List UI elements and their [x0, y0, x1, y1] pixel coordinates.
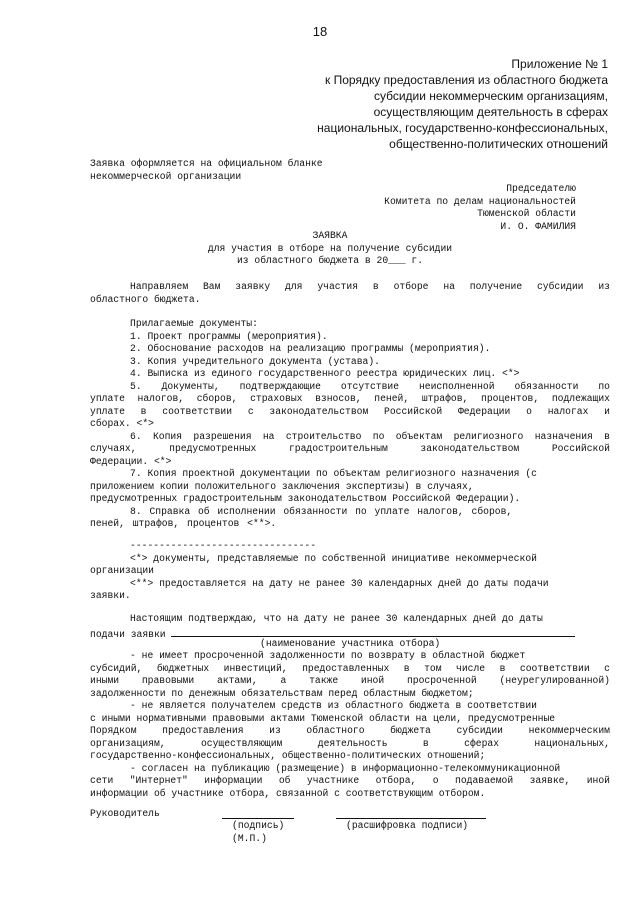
document-subtitle: из областного бюджета в 20___ г.: [236, 255, 424, 266]
doc-item: 5. Документы, подтверждающие отсутствие неисполненной обязанности по: [130, 380, 610, 392]
footnote: <**> предоставляется на дату не ранее 30 календарных дней до даты подачи: [130, 577, 549, 589]
doc-item: 1. Проект программы (мероприятия).: [130, 330, 328, 342]
decode-caption: (расшифровка подписи): [346, 820, 469, 831]
appendix-line: общественно-политических отношений: [389, 137, 608, 151]
conditions: - не имеет просроченной задолженности по возврату в областной бюджет субсидий, бюджетных инвестиций, предоставленных в том числе в соответствии с иными правовыми актами, а также иной просроченной (неурегулированной) задолженности по денежным обязательствам перед областным бюджетом; - не является получателем средств из областного бюджета в соответствии с иными нормативными правовыми актами Тюменской области на цели, предусмотренные Порядком предоставления из областного бюджета субсидии некоммерческим организациям, осуществляющим деятельность в сферах национальных, государственно-конфессиональных, общественно-политических отношений; - согласен на публикацию (размещение) в информационно-телекоммуникационной сети "Интернет" информации об участнике отбора, о подаваемой заявке, иной информации об участнике отбора, связанной с соответствующим отбором.: [90, 650, 610, 799]
condition-item: - не является получателем средств из областного бюджета в соответствии: [130, 700, 537, 711]
stamp-label: (М.П.): [232, 833, 267, 844]
page-number: 18: [312, 24, 328, 39]
appendix-title: Приложение № 1: [511, 57, 608, 71]
appendix-line: осуществляющим деятельность в сферах: [373, 105, 608, 119]
footnotes: -------------------------------- <*> документы, представляемые по собственной инициативе некоммерческой организации <**> предоставляется на дату не ранее 30 календарных дней до даты подачи заявки.: [90, 540, 610, 603]
attached-heading: Прилагаемые документы:: [130, 318, 258, 329]
doc-item: 8. Справка об исполнении обязанности по уплате налогов, сборов,: [130, 505, 513, 517]
doc-item: 4. Выписка из единого государственного реестра юридических лиц. <*>: [130, 368, 520, 379]
signature-line: [222, 818, 294, 819]
decode-line: [336, 818, 486, 819]
document-title: ЗАЯВКА: [312, 230, 348, 241]
confirmation: Настоящим подтверждаю, что на дату не ранее 30 календарных дней до даты подачи заявки (наименование участника отбора): [90, 613, 610, 651]
signature-caption: (подпись): [232, 820, 285, 831]
footnote: <*> документы, представляемые по собственной инициативе некоммерческой: [130, 552, 537, 564]
participant-name-blank: [171, 626, 575, 637]
condition-item: - не имеет просроченной задолженности по возврату в областной бюджет: [130, 650, 526, 661]
attached-documents: Прилагаемые документы: 1. Проект программы (мероприятия). 2. Обоснование расходов на реализацию программы (мероприятия). 3. Копия учредительного документа (устава). 4. Выписка из единого государственного реестра юридических лиц. <*> 5. Документы, подтверждающие отсутствие неисполненной обязанности по уплате налогов, сборов, страховых взносов, пеней, штрафов, процентов, подлежащих уплате в соответствии с законодательством Российской Федерации о налогах и сборах. <*> 6. Копия разрешения на строительство по объектам религиозного назначения в случаях, предусмотренных градостроительным законодательством Российской Федерации. <*> 7. Копия проектной документации по объектам религиозного назначения (с приложением копии положительного заключения экспертизы) в случаях, предусмотренных градостроительным законодательством Российской Федерации). 8. Справка об исполнении обязанности по уплате налогов, сборов, пеней, штрафов, процентов <**>.: [90, 318, 610, 529]
doc-item: 6. Копия разрешения на строительство по объектам религиозного назначения в: [130, 430, 610, 442]
signature-head-label: Руководитель: [90, 808, 160, 819]
document-title-block: [100, 230, 560, 268]
participant-name-caption: (наименование участника отбора): [260, 638, 441, 649]
condition-item: - согласен на публикацию (размещение) в информационно-телекоммуникационной: [130, 762, 561, 774]
appendix-line: к Порядку предоставления из областного бюджета: [325, 73, 608, 87]
doc-item: 7. Копия проектной документации по объектам религиозного назначения (с: [130, 468, 537, 479]
blank-note: Заявка оформляется на официальном бланке некоммерческой организации: [90, 158, 323, 182]
appendix-header: [268, 56, 608, 152]
doc-item: 2. Обоснование расходов на реализацию программы (мероприятия).: [130, 343, 491, 354]
document-subtitle: для участия в отборе на получение субсидии: [207, 242, 453, 254]
intro-paragraph: Направляем Вам заявку для участия в отборе на получение субсидии из областного бюджета.: [90, 281, 610, 305]
appendix-line: национальных, государственно-конфессиональных,: [317, 121, 608, 135]
appendix-line: субсидии некоммерческим организациям,: [373, 89, 608, 103]
addressee: Председателю Комитета по делам национальностей Тюменской области И. О. ФАМИЛИЯ: [384, 183, 576, 232]
separator-line: --------------------------------: [130, 540, 317, 551]
doc-item: 3. Копия учредительного документа (устава).: [130, 355, 380, 367]
